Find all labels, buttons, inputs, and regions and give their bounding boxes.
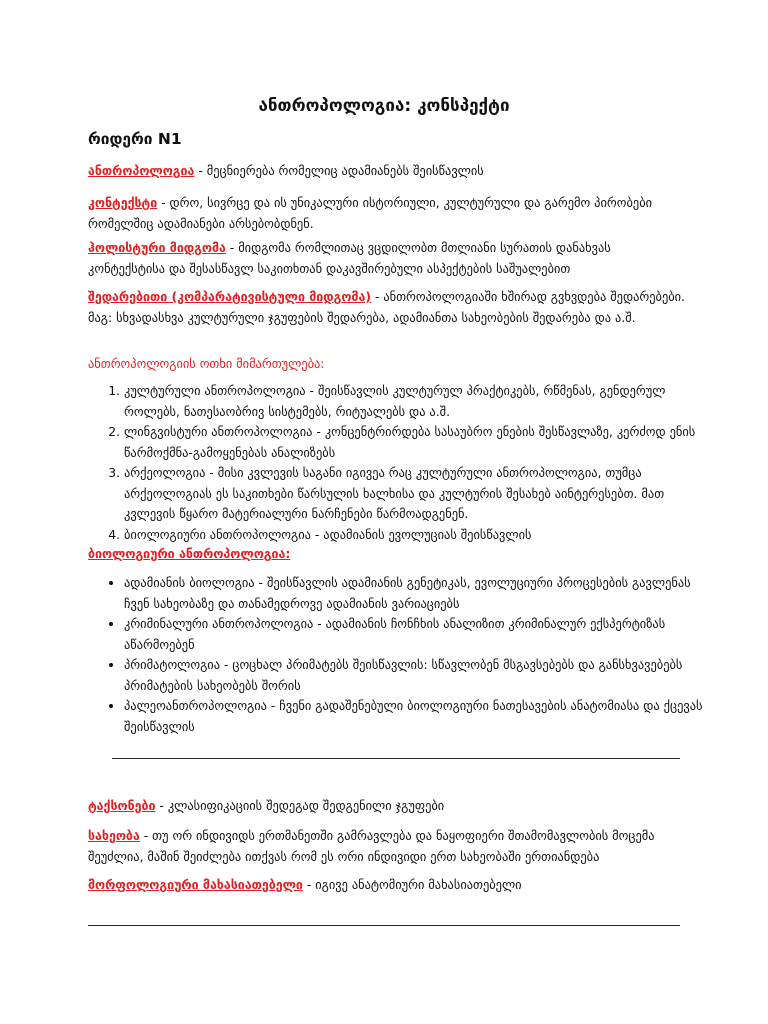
definition-anthropology: [88, 160, 688, 181]
definition-text: - მეცნიერება რომელიც ადამიანებს შეისწავლის: [194, 163, 484, 178]
list-item: • კრიმინალური ანთროპოლოგია - ადამიანის ჩონჩხის ანალიზით კრიმინალურ ექსპერტიზას აწარმოებენ: [124, 614, 714, 655]
bio-heading: ბიოლოგიური ანთროპოლოგია:: [88, 546, 291, 561]
term-species: სახეობა: [88, 828, 140, 843]
term-anthropology: ანთროპოლოგია: [88, 163, 195, 178]
term-context: კონტექსტი: [88, 195, 158, 210]
list-item: • პალეოანთროპოლოგია - ჩვენი გადაშენებული ბიოლოგიური ნათესავების ანატომიასა და ქცევას შეისწავლის: [124, 696, 714, 737]
definition-text: - მიდგომა რომლითაც ვცდილობთ მთლიანი სურათის დანახვას კონტექსტისა და შესასწავლ საკითხთან დაკავშირებული ასპექტების საშუალებით: [88, 240, 611, 276]
definition-taxa: [88, 795, 688, 816]
list-item: 4. ბიოლოგიური ანთროპოლოგია - ადამიანის ევოლუციას შეისწავლის: [124, 525, 714, 546]
term-comparative: შედარებითი (კომპარატივისტული მიდგომა): [88, 289, 371, 304]
definition-comparative: [88, 286, 688, 328]
divider: [112, 758, 680, 759]
list-item: 2. ლინგვისტური ანთროპოლოგია - კონცენტრირდება სასაუბრო ენების შესწავლაზე, კერძოდ ენის წარმოქმნა-გამოყენებას ანალიზებს: [124, 422, 714, 463]
definition-text: - კლასიფიკაციის შედეგად შედგენილი ჯგუფები: [155, 798, 445, 813]
definition-text: - ანთროპოლოგიაში ხშირად გვხვდება შედარებები. მაგ: სხვადასხვა კულტურული ჯგუფების შედარება, ადამიანთა სახეობების შედარება და ა.შ.: [88, 289, 686, 325]
section-heading-reader: რიდერი N1: [88, 130, 182, 148]
term-morphological: მორფოლოგიური მახასიათებელი: [88, 877, 303, 892]
definition-text: - დრო, სივრცე და ის უნიკალური ისტორიული, კულტურული და გარემო პირობები რომელშიც ადამიანები არსებობდნენ.: [88, 195, 653, 231]
term-taxa: ტაქსონები: [88, 798, 156, 813]
list-item: 1. კულტურული ანთროპოლოგია - შეისწავლის კულტურულ პრაქტიკებს, რწმენას, გენდერულ როლებს, ნათესაობრივ სისტემებს, რიტუალებს და ა.შ.: [124, 381, 714, 422]
list-item: • ადამიანის ბიოლოგია - შეისწავლის ადამიანის გენეტიკას, ევოლუციური პროცესების გავლენას ჩვენ სახეობაზე და თანამედროვე ადამიანის ვარიაციებს: [124, 573, 714, 614]
list-item: 3. არქეოლოგია - მისი კვლევის საგანი იგივეა რაც კულტურული ანთროპოლოგია, თუმცა არქეოლოგიას ეს საკითხები წარსულის ხალხისა და კულტურის შესახებ აინტერესებთ. მათ კვლევის წყარო მატერიალური ნარჩენები წარმოადგენენ.: [124, 463, 714, 525]
definition-species: [88, 825, 688, 867]
definition-text: - იგივე ანატომიური მახასიათებელი: [302, 877, 522, 892]
divider: [88, 925, 680, 926]
branches-list: [88, 381, 714, 545]
list-item: • პრიმატოლოგია - ცოცხალ პრიმატებს შეისწავლის: სწავლობენ მსგავსებებს და განსხვავებებს პრიმატების სახეობებს შორის: [124, 655, 714, 696]
term-holistic: ჰოლისტური მიდგომა: [88, 240, 226, 255]
bio-list: [88, 573, 714, 737]
definition-text: - თუ ორ ინდივიდს ერთმანეთში გამრავლება და ნაყოფიერი შთამომავლობის მოცემა შეუძლია, მაშინ შეიძლება ითქვას რომ ეს ორი ინდივიდი ერთ სახეობაში ერთიანდება: [88, 828, 655, 864]
branches-heading: ანთროპოლოგიის ოთხი მიმართულება:: [88, 356, 325, 371]
definition-morphological: [88, 874, 688, 895]
document-title: ანთროპოლოგია: კონსპექტი: [258, 96, 510, 116]
definition-holistic: [88, 237, 688, 279]
definition-context: [88, 192, 688, 234]
